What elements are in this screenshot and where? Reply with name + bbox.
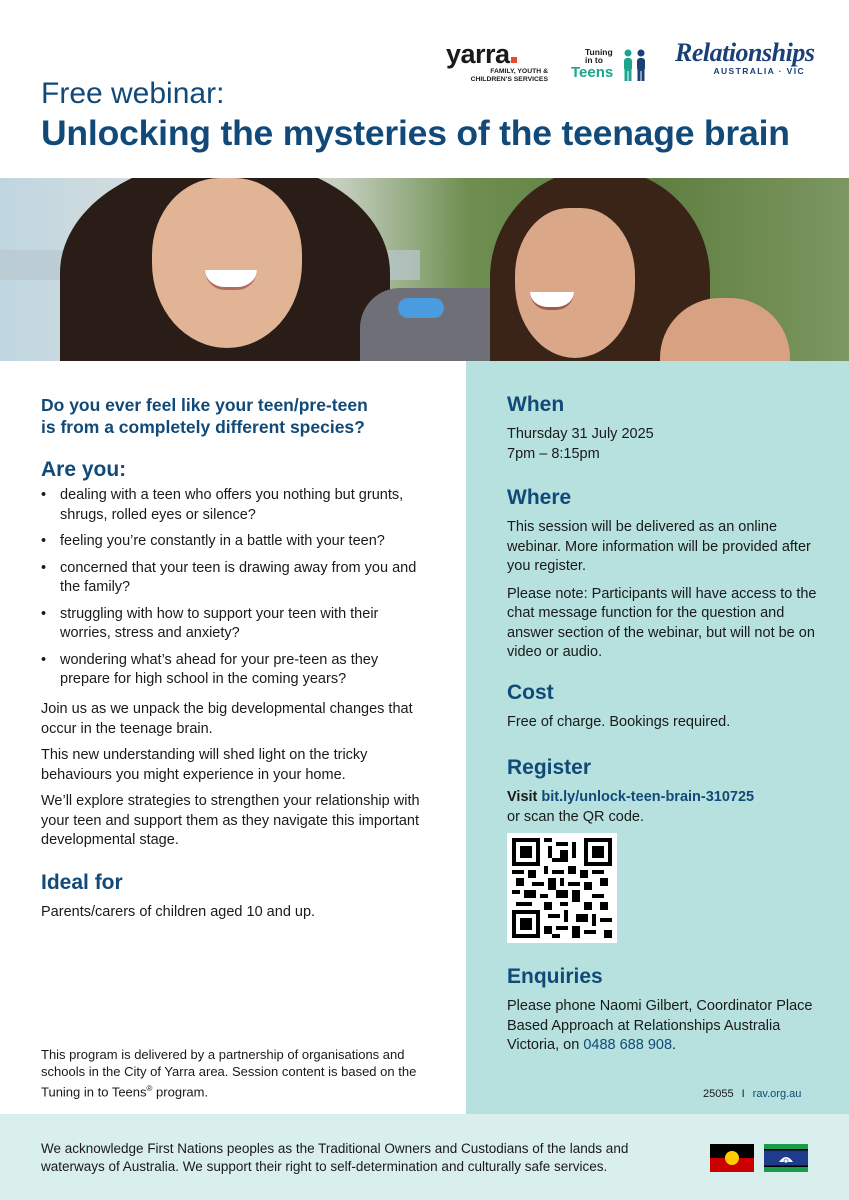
intro-question (41, 394, 431, 438)
list-item: • wondering what’s ahead for your pre-teen as they prepare for high school in the coming years? (41, 651, 379, 687)
bullet-list (41, 486, 431, 690)
aboriginal-flag-icon (710, 1144, 754, 1172)
document-code (703, 1088, 801, 1100)
where-text: This session will be delivered as an online webinar. More information will be provided after you register. (507, 519, 811, 574)
where-note: Please note: Participants will have access to the chat message function for the question and answer section of the webinar, but will not be on video or audio. (507, 585, 817, 660)
bullet-icon: • (41, 651, 47, 668)
when-time: 7pm – 8:15pm (507, 445, 600, 462)
when-heading: When (507, 393, 565, 416)
list-item: • concerned that your teen is drawing away from you and the family? (41, 559, 417, 595)
bullet-icon: • (41, 533, 47, 549)
question-line-2: is from a completely different species? (41, 417, 365, 437)
relationships-australia-logo (675, 38, 815, 76)
people-icon (619, 48, 649, 84)
ideal-for-section (41, 871, 431, 923)
enquiries-section (507, 965, 827, 1056)
qr-code[interactable] (507, 833, 617, 943)
acknowledgement-text: We acknowledge First Nations peoples as the Traditional Owners and Custodians of the lands and waterways of Australia. We support their right to self-determination and culturally safe services. (41, 1141, 629, 1174)
register-line (507, 788, 827, 808)
torres-strait-islander-flag-icon (764, 1144, 808, 1172)
paragraph-2: This new understanding will shed light on the tricky behaviours you might experience in your home. (41, 747, 368, 783)
enquiries-text: Please phone Naomi Gilbert, Coordinator Place Based Approach at Relationships Australia Victoria, on 0488 688 908. (507, 998, 813, 1053)
enquiries-phone-link[interactable]: 0488 688 908 (583, 1037, 673, 1053)
bullet-icon: • (41, 487, 47, 503)
cost-heading: Cost (507, 681, 554, 704)
when-section (507, 393, 827, 464)
code-separator: I (741, 1088, 745, 1100)
enquiries-heading: Enquiries (507, 965, 603, 988)
when-date: Thursday 31 July 2025 (507, 426, 654, 442)
list-item: • dealing with a teen who offers you nothing but grunts, shrugs, rolled eyes or silence? (41, 487, 404, 523)
bullet-icon: • (41, 605, 47, 622)
list-item: • feeling you’re constantly in a battle with your teen? (41, 532, 431, 552)
event-details-panel (466, 361, 849, 1114)
yarra-logo-word: yarra (446, 39, 510, 69)
question-line-1: Do you ever feel like your teen/pre-teen (41, 395, 368, 415)
register-heading: Register (507, 756, 592, 779)
where-heading: Where (507, 486, 572, 509)
hero-photo (0, 178, 849, 361)
tit-logo-teens: Teens (571, 64, 614, 81)
rav-logo-sub: AUSTRALIA · VIC (713, 66, 805, 76)
paragraph-3: We’ll explore strategies to strengthen your relationship with your teen and support them as they navigate this important developmental stage. (41, 793, 420, 848)
bullet-list-wrap (41, 486, 431, 697)
are-you-section (41, 458, 431, 482)
acknowledgement-bar (0, 1114, 849, 1200)
register-section (507, 756, 827, 827)
program-note: This program is delivered by a partnership of organisations and schools in the City of Yarra area. Session content is based on the Tuning in to Teens® program. (41, 1047, 417, 1100)
paragraph-1: Join us as we unpack the big developmental changes that occur in the teenage brain. (41, 701, 413, 737)
ideal-for-text: Parents/carers of children aged 10 and up. (41, 904, 316, 920)
yarra-logo (446, 39, 556, 84)
yarra-logo-sub2: CHILDREN'S SERVICES (470, 76, 548, 83)
code-number: 25055 (703, 1088, 734, 1100)
tit-logo-line1: Tuning (585, 47, 613, 57)
register-link[interactable]: bit.ly/unlock-teen-brain-310725 (541, 789, 755, 805)
cost-text: Free of charge. Bookings required. (507, 714, 731, 730)
cost-section (507, 681, 827, 733)
register-scan: or scan the QR code. (507, 808, 645, 825)
registered-mark: ® (146, 1084, 153, 1093)
are-you-heading: Are you: (41, 458, 127, 481)
qr-code-icon (512, 838, 612, 938)
tit-logo-line2: in to (585, 55, 603, 65)
page-subtitle: Free webinar: (41, 77, 225, 110)
yarra-logo-sub1: FAMILY, YOUTH & (490, 68, 548, 75)
where-section (507, 486, 827, 663)
rav-logo-script: Relationships (675, 38, 815, 67)
yarra-logo-dot (511, 57, 517, 63)
register-visit: Visit (507, 789, 542, 805)
site-link[interactable]: rav.org.au (752, 1088, 802, 1100)
page-title: Unlocking the mysteries of the teenage brain (41, 113, 790, 153)
tuning-in-to-teens-logo (571, 46, 651, 86)
body-paragraphs (41, 700, 426, 851)
list-item: • struggling with how to support your teen with their worries, stress and anxiety? (41, 605, 379, 641)
ideal-for-heading: Ideal for (41, 871, 123, 894)
bullet-icon: • (41, 559, 47, 576)
